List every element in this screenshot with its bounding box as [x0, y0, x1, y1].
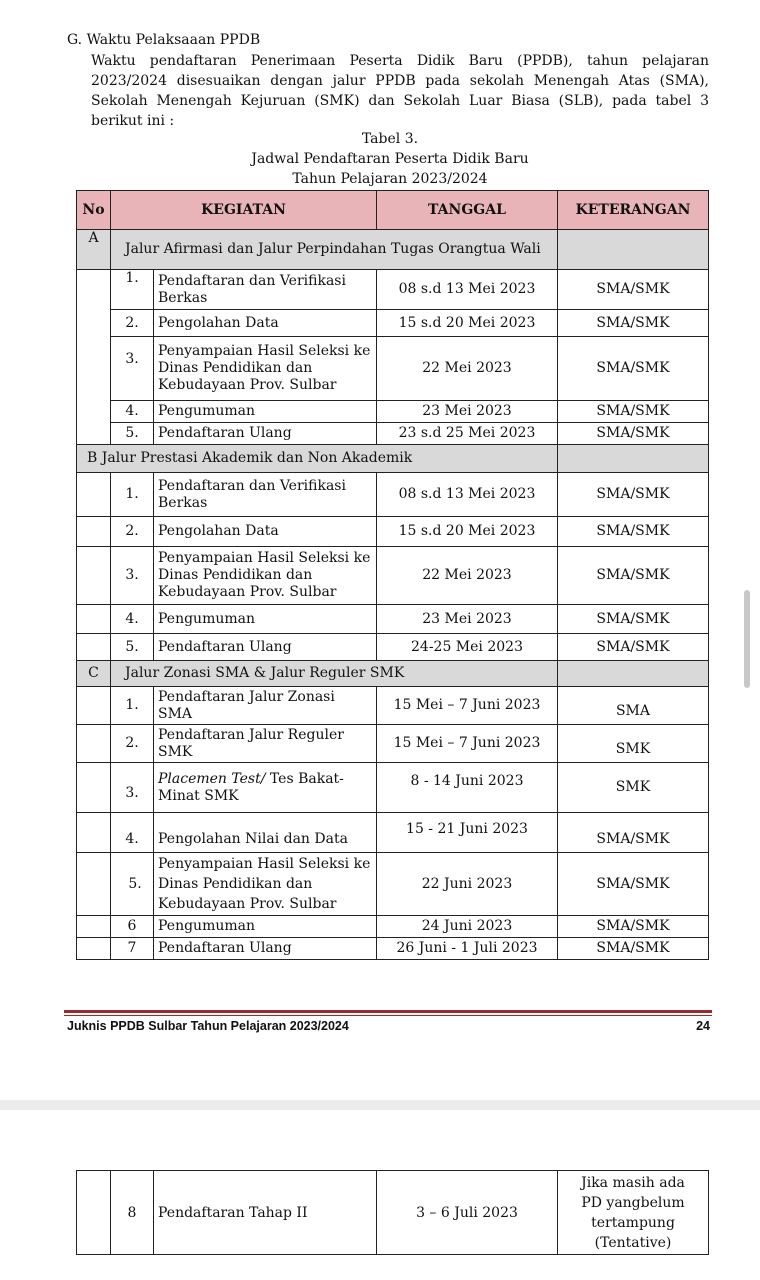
- row-date: 22 Juni 2023: [377, 853, 558, 916]
- scrollbar-thumb[interactable]: [744, 590, 750, 688]
- row-note: SMA/SMK: [558, 337, 709, 401]
- empty-cell: [77, 725, 111, 763]
- note-line: Jika masih ada: [581, 1174, 685, 1191]
- table-row: [77, 687, 709, 725]
- empty-cell: [77, 916, 111, 938]
- section-code: C: [77, 661, 111, 687]
- empty-cell: [77, 1171, 111, 1255]
- row-activity: Pengumuman: [154, 916, 377, 938]
- table-row: [77, 853, 709, 916]
- row-date: 23 s.d 25 Mei 2023: [377, 423, 558, 445]
- row-date: 15 s.d 20 Mei 2023: [377, 310, 558, 337]
- empty-cell: [558, 661, 709, 687]
- section-title: G. Waktu Pelaksaaan PPDB: [67, 32, 261, 48]
- row-note: SMA/SMK: [558, 473, 709, 517]
- note-line: (Tentative): [594, 1234, 672, 1251]
- row-note: SMA/SMK: [558, 605, 709, 634]
- header-tanggal: TANGGAL: [377, 191, 558, 230]
- empty-cell: [77, 547, 111, 605]
- row-activity: Pengolahan Data: [154, 310, 377, 337]
- row-note: SMA/SMK: [558, 916, 709, 938]
- empty-cell: [77, 473, 111, 517]
- row-no: 2.: [111, 310, 154, 337]
- schedule-table: [76, 190, 709, 960]
- row-no: 5.: [111, 634, 154, 661]
- row-activity: Penyampaian Hasil Seleksi ke Dinas Pendidikan dan Kebudayaan Prov. Sulbar: [154, 337, 377, 401]
- row-date: 15 - 21 Juni 2023: [377, 813, 558, 853]
- empty-cell: [77, 605, 111, 634]
- table-row: [77, 423, 709, 445]
- table-row: [77, 547, 709, 605]
- row-activity: Pengumuman: [154, 605, 377, 634]
- row-activity: Pendaftaran Tahap II: [154, 1171, 377, 1255]
- row-note: SMA/SMK: [558, 634, 709, 661]
- empty-cell: [558, 230, 709, 270]
- footer-text: Juknis PPDB Sulbar Tahun Pelajaran 2023/2024: [67, 1019, 349, 1033]
- header-keterangan: KETERANGAN: [558, 191, 709, 230]
- row-no: 4.: [111, 605, 154, 634]
- row-note: SMA/SMK: [558, 270, 709, 310]
- table-row: [77, 813, 709, 853]
- table-caption-year: Tahun Pelajaran 2023/2024: [292, 171, 488, 187]
- row-no: 7: [111, 938, 154, 960]
- row-activity: Pengumuman: [154, 401, 377, 423]
- row-activity: Pendaftaran Ulang: [154, 634, 377, 661]
- empty-cell: [77, 517, 111, 547]
- row-activity-rest: Tes Bakat- Minat SMK: [158, 770, 344, 804]
- empty-cell: [77, 687, 111, 725]
- row-no: 4.: [111, 401, 154, 423]
- row-date: 22 Mei 2023: [377, 547, 558, 605]
- table-caption-title: Jadwal Pendaftaran Peserta Didik Baru: [251, 151, 529, 167]
- row-date: 15 Mei – 7 Juni 2023: [377, 687, 558, 725]
- row-note: SMA/SMK: [558, 813, 709, 853]
- row-activity: Pendaftaran Ulang: [154, 938, 377, 960]
- row-no: 1.: [111, 473, 154, 517]
- row-date: 08 s.d 13 Mei 2023: [377, 473, 558, 517]
- row-note: SMA/SMK: [558, 938, 709, 960]
- section-title-text: Jalur Prestasi Akademik dan Non Akademik: [101, 450, 413, 466]
- row-activity: Pendaftaran Jalur Reguler SMK: [154, 725, 377, 763]
- schedule-table-continued: [76, 1170, 709, 1255]
- empty-cell: [558, 445, 709, 473]
- row-no: 3.: [111, 337, 154, 401]
- note-line: PD yangbelum: [581, 1194, 685, 1211]
- row-activity: Pengolahan Data: [154, 517, 377, 547]
- table-row: [77, 310, 709, 337]
- section-row-b: [77, 445, 709, 473]
- row-activity: [154, 763, 377, 813]
- row-note: SMA/SMK: [558, 310, 709, 337]
- footer-rule: [64, 1010, 712, 1013]
- row-note: SMK: [558, 725, 709, 763]
- row-activity: Pendaftaran dan Verifikasi Berkas: [154, 473, 377, 517]
- row-date: 24 Juni 2023: [377, 916, 558, 938]
- row-date: 15 s.d 20 Mei 2023: [377, 517, 558, 547]
- row-activity-italic: Placemen Test/: [158, 770, 266, 787]
- table-caption-number: Tabel 3.: [361, 131, 419, 147]
- row-date: 24-25 Mei 2023: [377, 634, 558, 661]
- section-title-cell: Jalur Afirmasi dan Jalur Perpindahan Tugas Orangtua Wali: [111, 230, 558, 270]
- row-no: 6: [111, 916, 154, 938]
- row-note: SMA/SMK: [558, 853, 709, 916]
- row-note: [558, 1171, 709, 1255]
- row-no: 2.: [111, 725, 154, 763]
- section-row-c: [77, 661, 709, 687]
- row-no: 4.: [111, 813, 154, 853]
- row-no: 2.: [111, 517, 154, 547]
- section-code: B: [87, 450, 98, 466]
- table-row: [77, 270, 709, 310]
- table-header-row: [77, 191, 709, 230]
- row-date: 3 – 6 Juli 2023: [377, 1171, 558, 1255]
- section-code: A: [77, 230, 111, 270]
- table-row: [77, 1171, 709, 1255]
- row-no: 5.: [111, 853, 154, 916]
- header-no: No: [77, 191, 111, 230]
- section-title-cell: [77, 445, 558, 473]
- row-date: 23 Mei 2023: [377, 401, 558, 423]
- table-row: [77, 938, 709, 960]
- empty-cell: [77, 763, 111, 813]
- table-row: [77, 634, 709, 661]
- row-note: SMA/SMK: [558, 517, 709, 547]
- row-note: SMA/SMK: [558, 547, 709, 605]
- empty-cell: [77, 938, 111, 960]
- row-note: SMK: [558, 763, 709, 813]
- row-activity: Pendaftaran dan Verifikasi Berkas: [154, 270, 377, 310]
- table-row: [77, 763, 709, 813]
- note-line: tertampung: [591, 1214, 675, 1231]
- empty-cell: [77, 813, 111, 853]
- empty-cell: [77, 270, 111, 445]
- section-title-cell: Jalur Zonasi SMA & Jalur Reguler SMK: [111, 661, 558, 687]
- footer-rule-thin: [64, 1015, 712, 1016]
- row-date: 08 s.d 13 Mei 2023: [377, 270, 558, 310]
- section-row-a: [77, 230, 709, 270]
- row-date: 22 Mei 2023: [377, 337, 558, 401]
- row-activity: Pendaftaran Jalur Zonasi SMA: [154, 687, 377, 725]
- empty-cell: [77, 853, 111, 916]
- table-row: [77, 337, 709, 401]
- row-activity: Pengolahan Nilai dan Data: [154, 813, 377, 853]
- row-date: 26 Juni - 1 Juli 2023: [377, 938, 558, 960]
- row-activity: Penyampaian Hasil Seleksi ke Dinas Pendidikan dan Kebudayaan Prov. Sulbar: [154, 853, 377, 916]
- table-row: [77, 517, 709, 547]
- row-activity: Pendaftaran Ulang: [154, 423, 377, 445]
- header-kegiatan: KEGIATAN: [111, 191, 377, 230]
- page-number: 24: [696, 1019, 710, 1033]
- row-note: SMA/SMK: [558, 423, 709, 445]
- row-date: 23 Mei 2023: [377, 605, 558, 634]
- table-row: [77, 473, 709, 517]
- empty-cell: [77, 634, 111, 661]
- row-no: 5.: [111, 423, 154, 445]
- page-gap: [0, 1100, 760, 1110]
- table-row: [77, 401, 709, 423]
- row-date: 8 - 14 Juni 2023: [377, 763, 558, 813]
- row-no: 8: [111, 1171, 154, 1255]
- row-no: 3.: [111, 547, 154, 605]
- row-note: SMA/SMK: [558, 401, 709, 423]
- table-row: [77, 725, 709, 763]
- table-row: [77, 605, 709, 634]
- section-paragraph: Waktu pendaftaran Penerimaan Peserta Didik Baru (PPDB), tahun pelajaran 2023/2024 disesuaikan dengan jalur PPDB pada sekolah Menengah Atas (SMA), Sekolah Menengah Kejuruan (SMK) dan Sekolah Luar Biasa (SLB), pada tabel 3 berikut ini :: [91, 53, 709, 129]
- row-activity: Penyampaian Hasil Seleksi ke Dinas Pendidikan dan Kebudayaan Prov. Sulbar: [154, 547, 377, 605]
- row-no: 3.: [111, 763, 154, 813]
- row-note: SMA: [558, 687, 709, 725]
- table-row: [77, 916, 709, 938]
- row-no: 1.: [111, 687, 154, 725]
- row-no: 1.: [111, 270, 154, 310]
- row-date: 15 Mei – 7 Juni 2023: [377, 725, 558, 763]
